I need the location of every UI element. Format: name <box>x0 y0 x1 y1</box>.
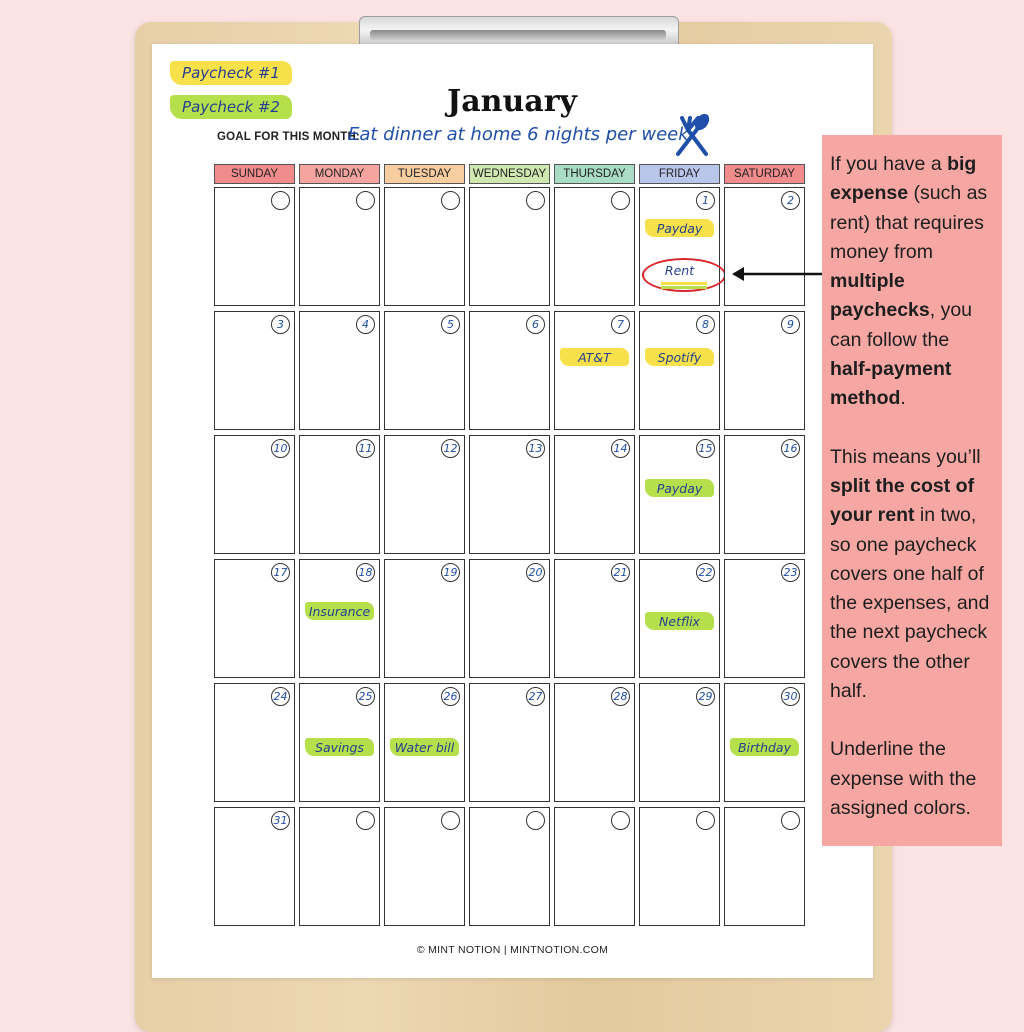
date-circle: 5 <box>441 315 460 334</box>
day-cell-4[interactable] <box>299 311 380 430</box>
date-circle: 18 <box>356 563 375 582</box>
spoon-fork-icon <box>668 112 716 160</box>
note-emphasis: half-payment method <box>830 358 952 410</box>
date-circle: 7 <box>611 315 630 334</box>
day-cell-17[interactable] <box>214 559 295 678</box>
day-cell-2[interactable] <box>724 187 805 306</box>
note-text: This means you’ll <box>830 445 981 468</box>
date-circle: 12 <box>441 439 460 458</box>
day-cell-8[interactable] <box>639 311 720 430</box>
day-header-wednesday: WEDNESDAY <box>469 164 550 184</box>
day-cell-23[interactable] <box>724 559 805 678</box>
event-label: AT&T <box>560 348 629 366</box>
day-cell-5[interactable] <box>384 311 465 430</box>
footer-credit: © MINT NOTION | MINTNOTION.COM <box>416 944 609 956</box>
rent-expense <box>643 258 716 296</box>
date-circle: 30 <box>781 687 800 706</box>
day-cell-empty[interactable] <box>554 187 635 306</box>
event-label: Savings <box>305 738 374 756</box>
note-emphasis: big expense <box>830 153 977 205</box>
date-circle: 14 <box>611 439 630 458</box>
day-cell-16[interactable] <box>724 435 805 554</box>
note-paragraph <box>830 735 994 823</box>
date-circle <box>356 191 375 210</box>
day-cell-empty[interactable] <box>299 807 380 926</box>
weekday-header-row <box>214 164 811 184</box>
date-circle: 16 <box>781 439 800 458</box>
note-paragraph <box>830 150 994 414</box>
date-circle <box>781 811 800 830</box>
day-cell-empty[interactable] <box>214 187 295 306</box>
legend-paycheck-1: Paycheck #1 <box>170 61 292 85</box>
date-circle: 8 <box>696 315 715 334</box>
day-cell-24[interactable] <box>214 683 295 802</box>
date-circle <box>356 811 375 830</box>
date-circle <box>526 811 545 830</box>
legend-paycheck-2: Paycheck #2 <box>170 95 292 119</box>
day-cell-3[interactable] <box>214 311 295 430</box>
date-circle: 2 <box>781 191 800 210</box>
day-cell-30[interactable] <box>724 683 805 802</box>
date-circle <box>441 191 460 210</box>
date-circle: 28 <box>611 687 630 706</box>
day-header-sunday: SUNDAY <box>214 164 295 184</box>
date-circle <box>441 811 460 830</box>
day-cell-empty[interactable] <box>469 807 550 926</box>
date-circle: 15 <box>696 439 715 458</box>
day-header-saturday: SATURDAY <box>724 164 805 184</box>
note-paragraph <box>830 443 994 707</box>
day-cell-13[interactable] <box>469 435 550 554</box>
date-circle <box>526 191 545 210</box>
day-header-thursday: THURSDAY <box>554 164 635 184</box>
date-circle: 3 <box>271 315 290 334</box>
date-circle: 17 <box>271 563 290 582</box>
day-header-friday: FRIDAY <box>639 164 720 184</box>
event-label: Water bill <box>390 738 459 756</box>
date-circle: 23 <box>781 563 800 582</box>
date-circle: 24 <box>271 687 290 706</box>
day-cell-1[interactable] <box>639 187 720 306</box>
day-cell-12[interactable] <box>384 435 465 554</box>
date-circle: 9 <box>781 315 800 334</box>
goal-label: GOAL FOR THIS MONTH: <box>217 131 361 143</box>
note-text: Underline the expense with the assigned colors. <box>830 738 977 819</box>
day-cell-18[interactable] <box>299 559 380 678</box>
date-circle: 19 <box>441 563 460 582</box>
day-cell-empty[interactable] <box>384 807 465 926</box>
day-cell-11[interactable] <box>299 435 380 554</box>
date-circle: 11 <box>356 439 375 458</box>
day-cell-26[interactable] <box>384 683 465 802</box>
day-cell-14[interactable] <box>554 435 635 554</box>
date-circle: 20 <box>526 563 545 582</box>
event-label: Payday <box>645 479 714 497</box>
paycheck-underline <box>661 286 707 289</box>
date-circle <box>611 811 630 830</box>
clipboard-clip-bar <box>370 30 666 40</box>
date-circle: 4 <box>356 315 375 334</box>
date-circle: 25 <box>356 687 375 706</box>
date-circle: 31 <box>271 811 290 830</box>
event-label: Spotify <box>645 348 714 366</box>
note-text: in two, so one paycheck covers one half of the expenses, and the next paycheck covers the other half. <box>830 504 990 703</box>
event-label: Payday <box>645 219 714 237</box>
day-cell-20[interactable] <box>469 559 550 678</box>
note-emphasis: split the cost of your rent <box>830 474 975 527</box>
date-circle: 27 <box>526 687 545 706</box>
arrow-left-icon <box>732 264 824 284</box>
event-label: Netflix <box>645 612 714 630</box>
day-header-tuesday: TUESDAY <box>384 164 465 184</box>
date-circle: 1 <box>696 191 715 210</box>
day-cell-31[interactable] <box>214 807 295 926</box>
month-title: January <box>447 84 577 119</box>
day-cell-empty[interactable] <box>469 187 550 306</box>
calendar-grid <box>214 187 811 926</box>
date-circle: 21 <box>611 563 630 582</box>
day-cell-29[interactable] <box>639 683 720 802</box>
event-label: Birthday <box>730 738 799 756</box>
note-text: . <box>900 387 906 410</box>
calendar <box>214 164 811 926</box>
day-cell-27[interactable] <box>469 683 550 802</box>
day-cell-empty[interactable] <box>384 187 465 306</box>
date-circle: 10 <box>271 439 290 458</box>
explanation-note <box>822 135 1002 846</box>
date-circle <box>696 811 715 830</box>
date-circle <box>271 191 290 210</box>
day-cell-empty[interactable] <box>554 807 635 926</box>
note-emphasis: multiple paychecks <box>830 270 930 322</box>
day-cell-10[interactable] <box>214 435 295 554</box>
paycheck-underline <box>661 282 707 285</box>
note-text: If you have a <box>830 153 948 175</box>
date-circle: 29 <box>696 687 715 706</box>
date-circle: 13 <box>526 439 545 458</box>
goal-text: Eat dinner at home 6 nights per week <box>348 124 689 145</box>
day-cell-6[interactable] <box>469 311 550 430</box>
date-circle: 22 <box>696 563 715 582</box>
day-cell-empty[interactable] <box>724 807 805 926</box>
day-cell-28[interactable] <box>554 683 635 802</box>
day-header-monday: MONDAY <box>299 164 380 184</box>
note-text: (such as rent) that requires money from <box>830 182 988 263</box>
day-cell-empty[interactable] <box>299 187 380 306</box>
day-cell-empty[interactable] <box>639 807 720 926</box>
date-circle: 6 <box>526 315 545 334</box>
rent-label: Rent <box>664 263 695 278</box>
note-text: , you can follow the <box>830 299 973 351</box>
day-cell-21[interactable] <box>554 559 635 678</box>
event-label: Insurance <box>305 602 374 620</box>
day-cell-22[interactable] <box>639 559 720 678</box>
day-cell-19[interactable] <box>384 559 465 678</box>
date-circle: 26 <box>441 687 460 706</box>
day-cell-7[interactable] <box>554 311 635 430</box>
day-cell-15[interactable] <box>639 435 720 554</box>
date-circle <box>611 191 630 210</box>
day-cell-9[interactable] <box>724 311 805 430</box>
day-cell-25[interactable] <box>299 683 380 802</box>
